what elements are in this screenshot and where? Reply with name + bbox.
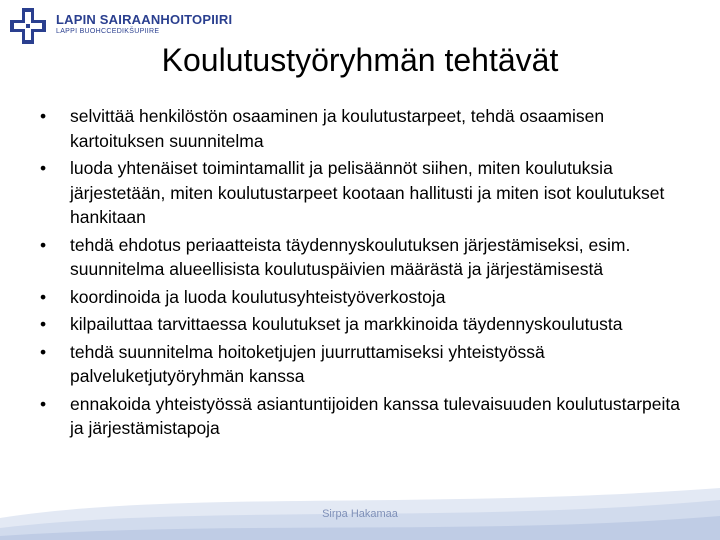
bullet-item [40,104,680,153]
bullet-text: ennakoida yhteistyössä asiantuntijoiden kanssa tulevaisuuden koulutustarpeita ja järjestämistapoja [70,393,680,438]
bullet-item [40,340,680,389]
bullet-item [40,312,680,337]
bullet-item [40,392,680,441]
bullet-list [40,104,680,444]
bullet-text: tehdä ehdotus periaatteista täydennyskoulutuksen järjestämiseksi, esim. suunnitelma alueellisista koulutuspäivien määrästä ja järjestämisestä [70,234,631,279]
bullet-marker: • [40,158,47,178]
bullet-marker: • [40,314,47,334]
bullet-marker: • [40,393,47,414]
org-name: LAPIN SAIRAANHOITOPIIRI [56,12,233,27]
bullet-text: tehdä suunnitelma hoitoketjujen juurruttamiseksi yhteistyössä palveluketjutyöryhmän kanssa [70,341,545,386]
bullet-text: selvittää henkilöstön osaaminen ja koulutustarpeet, tehdä osaamisen kartoituksen suunnitelma [70,106,605,151]
bullet-item [40,156,680,230]
bullet-item [40,233,680,282]
bullet-marker: • [40,234,47,255]
bullet-text: kilpailuttaa tarvittaessa koulutukset ja markkinoida täydennyskoulutusta [70,314,623,334]
red-cross-logo-icon [8,6,48,46]
footer-wave-decoration [0,470,720,540]
bullet-marker: • [40,286,47,307]
bullet-marker: • [40,106,47,126]
bullet-marker: • [40,341,47,362]
bullet-text: koordinoida ja luoda koulutusyhteistyöverkostoja [70,286,446,307]
org-subtitle: LAPPI BUOHCCEDIKŠUPIIRE [56,28,160,35]
slide-title: Koulutustyöryhmän tehtävät [161,42,559,78]
bullet-item [40,285,680,310]
bullet-text: luoda yhtenäiset toimintamallit ja pelisäännöt siihen, miten koulutuksia järjestetään, miten koulutustarpeet kootaan hallitusti ja miten isot koulutukset hankitaan [70,158,665,227]
footer-author: Sirpa Hakamaa [322,508,398,520]
